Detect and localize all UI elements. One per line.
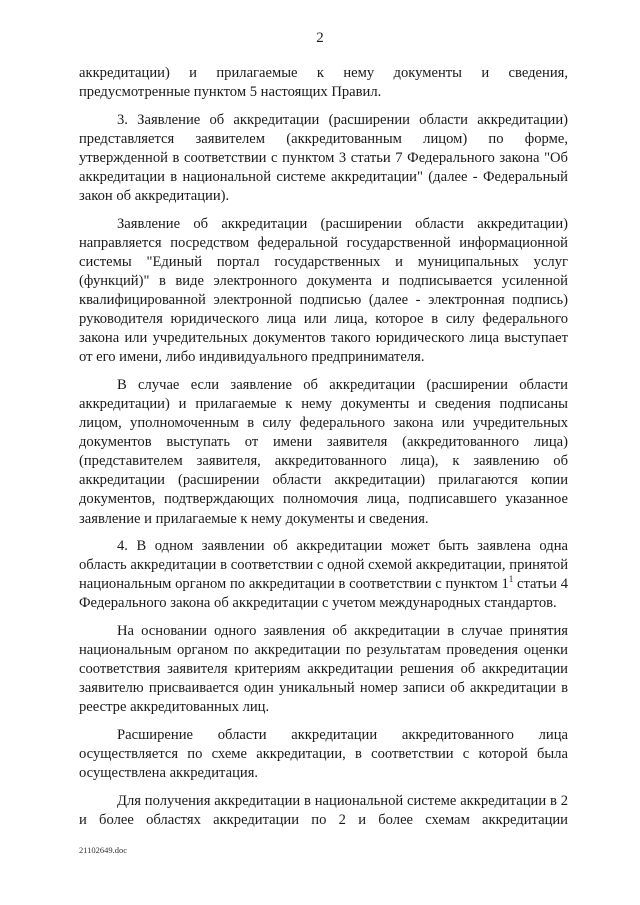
paragraph-representative: В случае если заявление об аккредитации (расширении области аккредитации) и прилагаемые к нему документы и сведения подписаны лицом, уполномоченным в силу федерального закона или учредительных документов выступать от имени заявителя (аккредитованного лица) (представителем заявителя, аккредитованного лица), к заявлению об аккредитации (расширении области аккредитации) прилагаются копии документов, подтверждающих полномочия лица, подписавшего указанное заявление и прилагаемые к нему документы и сведения.	[79, 376, 568, 527]
paragraph-multiple-areas: Для получения аккредитации в национальной системе аккредитации в 2 и более областях аккредитации по 2 и более схемам аккредитации	[79, 792, 568, 828]
superscript-marker: 1	[508, 574, 514, 585]
paragraph-continuation: аккредитации) и прилагаемые к нему документы и сведения, предусмотренные пунктом 5 настоящих Правил.	[79, 65, 568, 101]
document-body	[79, 64, 568, 838]
paragraph-unique-number: На основании одного заявления об аккредитации в случае принятия национальным органом по аккредитации по результатам проведения оценки соответствия заявителя критериям аккредитации решения об аккредитации заявителю присваивается один уникальный номер записи об аккредитации в реестре аккредитованных лиц.	[79, 623, 568, 716]
paragraph-item-4	[79, 537, 568, 613]
paragraph-expansion: Расширение области аккредитации аккредитованного лица осуществляется по схеме аккредитации, в соответствии с которой была осуществлена аккредитация.	[79, 727, 568, 782]
paragraph-item-4-text-end: статьи 4 Федерального закона об аккредитации с учетом международных стандартов.	[79, 576, 568, 612]
footer-file-name: 21102649.doc	[79, 845, 128, 855]
paragraph-item-4-text: 4. В одном заявлении об аккредитации может быть заявлена одна область аккредитации в соответствии с одной схемой аккредитации, принятой национальным органом по аккредитации в соответствии с пунктом 1	[79, 538, 568, 593]
page-number: 2	[316, 30, 324, 46]
paragraph-item-3: 3. Заявление об аккредитации (расширении области аккредитации) представляется заявителем (аккредитованным лицом) по форме, утвержденной в соответствии с пунктом 3 статьи 7 Федерального закона "Об аккредитации в национальной системе аккредитации" (далее - Федеральный закон об аккредитации).	[79, 111, 568, 205]
paragraph-submission-method: Заявление об аккредитации (расширении области аккредитации) направляется посредством федеральной государственной информационной системы "Единый портал государственных и муниципальных услуг (функций)" в виде электронного документа и подписывается усиленной квалифицированной электронной подписью (далее - электронная подпись) руководителя юридического лица или лица, которое в силу федерального закона или учредительных документов такого юридического лица выступает от его имени, либо индивидуального предпринимателя.	[79, 215, 568, 366]
